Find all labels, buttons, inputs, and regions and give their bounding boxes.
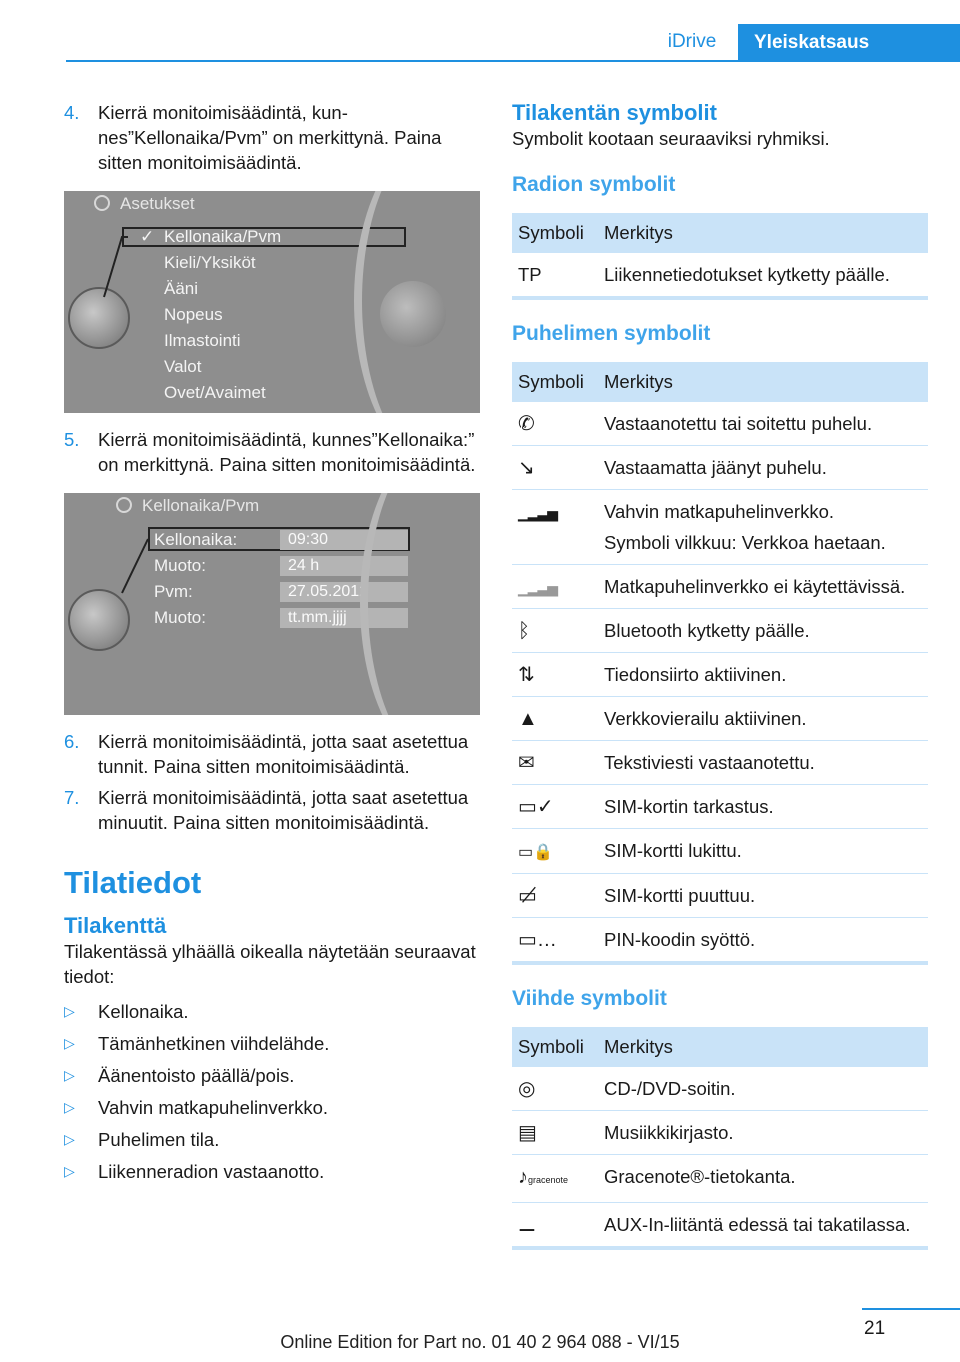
step-text: Kierrä monitoimisäädintä, kunnes”Kellonaika/Pvm” on merkittynä. Paina sitten monitoimisäädintä. <box>98 102 442 173</box>
menu-item: Ääni <box>164 279 199 298</box>
table-row <box>512 741 928 785</box>
bullet-marker-icon: ▷ <box>64 1003 75 1019</box>
meaning-cell: Tiedonsiirto aktiivinen. <box>598 653 928 697</box>
table-row <box>512 1111 928 1155</box>
field-value: 09:30 <box>280 530 408 550</box>
disc-icon: ◎ <box>518 1078 536 1100</box>
meaning-cell: Liikennetiedotukset kytketty päälle. <box>604 264 890 285</box>
envelope-icon: ✉ <box>518 752 535 774</box>
bluetooth-icon: ᛒ <box>518 620 530 642</box>
meaning-cell: Tekstiviesti vastaanotettu. <box>598 741 928 785</box>
signal-unused-icon: ▁▂▃▅ <box>518 580 558 596</box>
screen-title: Kellonaika/Pvm <box>142 496 260 515</box>
table-row <box>512 253 928 296</box>
field-label: Muoto: <box>154 608 206 627</box>
section-title: Tilatiedot <box>64 865 202 900</box>
phone-symbols-heading: Puhelimen symbolit <box>512 322 711 345</box>
bullet-marker-icon: ▷ <box>64 1163 75 1179</box>
sim-missing-icon: ▭̸ <box>518 885 537 907</box>
roaming-icon: ▲ <box>518 708 538 730</box>
meaning-cell: Vastaamatta jäänyt puhelu. <box>598 446 928 490</box>
table-row <box>512 653 928 697</box>
bullet-marker-icon: ▷ <box>64 1099 75 1115</box>
menu-item: Valot <box>164 357 202 376</box>
table-row <box>512 1203 928 1247</box>
table-row <box>512 490 928 565</box>
step-number: 6. <box>64 731 80 752</box>
idrive-screen-settings <box>64 191 480 413</box>
bullet-marker-icon: ▷ <box>64 1067 75 1083</box>
meaning-cell: Vahvin matkapuhelinverkko. Symboli vilkkuu: Verkkoa haetaan. <box>598 490 928 565</box>
list-item: ▷ Vahvin matkapuhelinverkko. <box>64 1097 329 1118</box>
table-row <box>512 829 928 874</box>
meaning-cell: SIM-kortti puuttuu. <box>598 874 928 918</box>
list-item: ▷ Liikenneradion vastaanotto. <box>64 1161 325 1182</box>
status-info-list <box>64 999 482 1184</box>
radio-symbols-heading: Radion symbolit <box>512 173 676 196</box>
meaning-cell: Matkapuhelinverkko ei käytettävissä. <box>598 565 928 609</box>
pointer-line <box>64 191 480 413</box>
pointer-line <box>64 493 480 715</box>
table-row <box>512 918 928 962</box>
table-row <box>512 446 928 490</box>
left-column <box>64 100 482 1191</box>
step-text: Kierrä monitoimisäädintä, jotta saat asetettua minuutit. Paina sitten monitoimisäädintä. <box>98 787 469 833</box>
subsection-title: Tilakenttä <box>64 913 167 938</box>
gracenote-logo-text: gracenote <box>528 1175 569 1185</box>
table-end-rule <box>512 296 928 300</box>
table-row <box>512 402 928 446</box>
field-value: tt.mm.jjjj <box>280 608 408 628</box>
menu-item: Kieli/Yksiköt <box>164 253 256 272</box>
column-header: Merkitys <box>598 362 928 402</box>
table-row <box>512 565 928 609</box>
right-column <box>512 100 928 1250</box>
list-item: ▷ Puhelimen tila. <box>64 1129 220 1150</box>
sim-locked-icon: ▭🔒 <box>518 844 554 861</box>
meaning-cell: SIM-kortti lukittu. <box>598 829 928 874</box>
music-library-icon: ▤ <box>518 1122 537 1144</box>
step-number: 7. <box>64 787 80 808</box>
meaning-cell: Musiikkikirjasto. <box>598 1111 928 1155</box>
idrive-screen-time-date <box>64 493 480 715</box>
step-6 <box>64 729 482 779</box>
step-number: 4. <box>64 102 80 123</box>
intro-paragraph: Tilakentässä ylhäällä oikealla näytetään seuraavat tiedot: <box>64 941 476 987</box>
meaning-cell: Gracenote®-tietokanta. <box>598 1155 928 1203</box>
check-icon: ✓ <box>140 227 155 246</box>
sim-check-icon: ▭✓ <box>518 796 554 818</box>
table-end-rule <box>512 961 928 965</box>
list-item: ▷ Äänentoisto päällä/pois. <box>64 1065 295 1086</box>
aux-plug-icon: ⚊ <box>518 1214 536 1236</box>
bullet-marker-icon: ▷ <box>64 1131 75 1147</box>
screen-title: Asetukset <box>120 194 195 213</box>
pin-entry-icon: ▭… <box>518 929 557 951</box>
table-row <box>512 785 928 829</box>
phone-symbols-table <box>512 362 928 961</box>
table-end-rule <box>512 1246 928 1250</box>
header-chapter-tab: Yleiskatsaus <box>738 24 960 62</box>
step-text: Kierrä monitoimisäädintä, jotta saat asetettua tunnit. Paina sitten monitoimisäädintä. <box>98 731 469 777</box>
symbol-cell: TP <box>518 264 542 285</box>
column-header: Merkitys <box>598 213 928 253</box>
column-header: Symboli <box>512 362 598 402</box>
table-row <box>512 1155 928 1203</box>
signal-strength-icon: ▁▂▃▅ <box>518 505 558 521</box>
column-header: Symboli <box>512 213 598 253</box>
meaning-cell: PIN-koodin syöttö. <box>604 929 756 950</box>
list-item: ▷ Tämänhetkinen viihdelähde. <box>64 1033 330 1054</box>
header-rule <box>66 60 960 62</box>
menu-item: Ilmastointi <box>164 331 241 350</box>
menu-item: Nopeus <box>164 305 223 324</box>
field-value: 27.05.2012 <box>280 582 408 602</box>
menu-item: Ovet/Avaimet <box>164 383 266 402</box>
radio-symbols-table <box>512 213 928 296</box>
table-row <box>512 874 928 918</box>
step-5 <box>64 427 482 477</box>
page-number: 21 <box>862 1308 960 1340</box>
table-row <box>512 1067 928 1111</box>
meaning-cell: CD-/DVD-soitin. <box>598 1067 928 1111</box>
meaning-cell: Verkkovierailu aktiivinen. <box>598 697 928 741</box>
table-row <box>512 609 928 653</box>
symbols-intro: Symbolit kootaan seuraaviksi ryhmiksi. <box>512 128 830 149</box>
field-label: Kellonaika: <box>154 530 238 549</box>
step-number: 5. <box>64 429 80 450</box>
meaning-cell: SIM-kortin tarkastus. <box>598 785 928 829</box>
step-7 <box>64 785 482 835</box>
gracenote-icon: ♪ <box>518 1166 528 1188</box>
step-4 <box>64 100 482 175</box>
field-value: 24 h <box>280 556 408 576</box>
menu-item: Kellonaika/Pvm <box>164 227 282 246</box>
entertainment-symbols-table <box>512 1027 928 1246</box>
missed-call-icon: ↘ <box>518 457 535 479</box>
meaning-cell: Bluetooth kytketty päälle. <box>598 609 928 653</box>
bullet-marker-icon: ▷ <box>64 1035 75 1051</box>
column-header: Symboli <box>512 1027 598 1067</box>
field-label: Pvm: <box>154 582 193 601</box>
table-row <box>512 697 928 741</box>
symbols-title: Tilakentän symbolit <box>512 100 717 125</box>
field-label: Muoto: <box>154 556 206 575</box>
meaning-cell: AUX-In-liitäntä edessä tai takatilassa. <box>604 1214 911 1235</box>
column-header: Merkitys <box>598 1027 928 1067</box>
handset-icon: ✆ <box>518 413 535 435</box>
meaning-cell: Vastaanotettu tai soitettu puhelu. <box>598 402 928 446</box>
data-transfer-icon: ⇅ <box>518 664 535 686</box>
entertainment-symbols-heading: Viihde symbolit <box>512 987 667 1010</box>
header-section-tab: iDrive <box>667 31 717 52</box>
step-text: Kierrä monitoimisäädintä, kunnes”Kellonaika:” on merkittynä. Paina sitten monitoimisäädintä. <box>98 429 476 475</box>
list-item: ▷ Kellonaika. <box>64 1001 189 1022</box>
footer-edition: Online Edition for Part no. 01 40 2 964 088 - VI/15 <box>280 1332 680 1352</box>
